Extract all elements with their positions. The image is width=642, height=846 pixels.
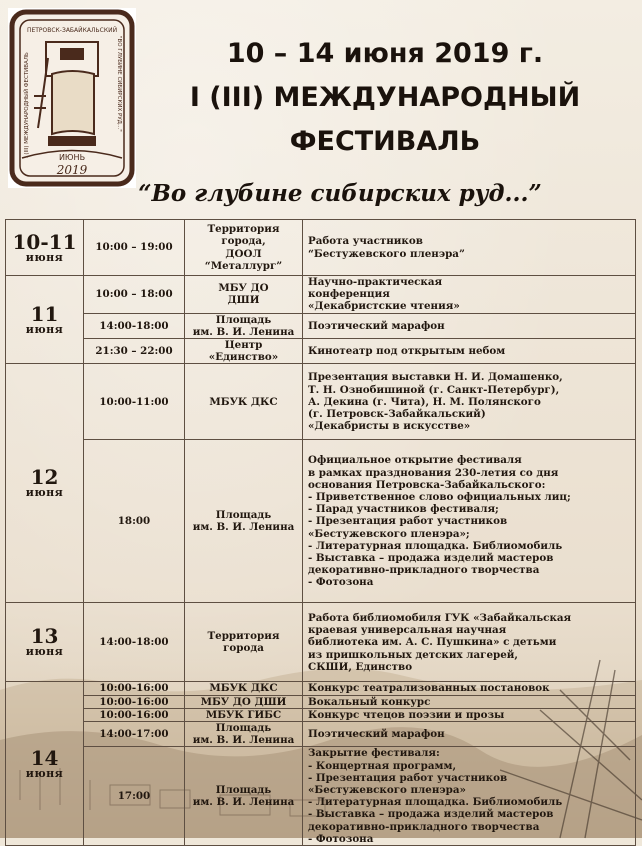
schedule-table xyxy=(5,219,636,846)
table-row xyxy=(6,695,636,708)
place-cell: МБУ ДО ДШИ xyxy=(185,695,303,708)
event-cell: Кинотеатр под открытым небом xyxy=(303,339,636,364)
place-cell: Территория города, ДООЛ “Металлург” xyxy=(185,220,303,276)
event-cell: Официальное открытие фестиваля в рамках празднования 230-летия со дня основания Петровска-Забайкальского: - Приветственное слово официальных лиц; - Парад участников фестиваля; - Презентация работ участников «Бестужевского пленэра»; - Литературная площадка. Библиомобиль - Выставка – продажа изделий мастеров декоративно-прикладного творчества - Фотозона xyxy=(303,440,636,603)
time-cell: 14:00-17:00 xyxy=(84,722,185,747)
time-cell: 10:00-16:00 xyxy=(84,695,185,708)
place-cell: Площадь им. В. И. Ленина xyxy=(185,722,303,747)
event-cell: Работа участников “Бестужевского пленэра” xyxy=(303,220,636,276)
table-row xyxy=(6,364,636,440)
event-cell: Закрытие фестиваля: - Концертная программ, - Презентация работ участников «Бестужевского пленэра» - Литературная площадка. Библиомобиль - Выставка – продажа изделий мастеров декоративно-прикладного творчества - Фотозона xyxy=(303,747,636,846)
day-cell: 10-11 июня xyxy=(6,220,84,276)
svg-text:ИЮНЬ: ИЮНЬ xyxy=(58,153,86,162)
event-cell: Научно-практическая конференция «Декабристские чтения» xyxy=(303,276,636,314)
event-cell: Вокальный конкурс xyxy=(303,695,636,708)
day-cell: 11 июня xyxy=(6,276,84,364)
svg-text:2019: 2019 xyxy=(56,163,88,177)
festival-subtitle: ФЕСТИВАЛЬ xyxy=(289,126,481,157)
place-cell: МБУК ДКС xyxy=(185,364,303,440)
event-cell: Поэтический марафон xyxy=(303,313,636,338)
day-cell: 12 июня xyxy=(6,364,84,603)
time-cell: 14:00-18:00 xyxy=(84,603,185,682)
place-cell: МБУ ДО ДШИ xyxy=(185,276,303,314)
time-cell: 10:00-16:00 xyxy=(84,708,185,721)
table-row xyxy=(6,440,636,603)
place-cell: Площадь им. В. И. Ленина xyxy=(185,440,303,603)
place-cell: Площадь им. В. И. Ленина xyxy=(185,313,303,338)
day-cell: 13 июня xyxy=(6,603,84,682)
event-cell: Конкурс театрализованных постановок xyxy=(303,682,636,695)
event-cell: Работа библиомобиля ГУК «Забайкальская краевая универсальная научная библиотека им. А. С. Пушкина» с детьми из пришкольных детских лагерей, СКШИ, Единство xyxy=(303,603,636,682)
event-cell: Поэтический марафон xyxy=(303,722,636,747)
time-cell: 21:30 – 22:00 xyxy=(84,339,185,364)
svg-text:I (III) МЕЖДУНАРОДНЫЙ ФЕСТИВАЛ: I (III) МЕЖДУНАРОДНЫЙ ФЕСТИВАЛЬ xyxy=(24,52,30,158)
festival-title: I (III) МЕЖДУНАРОДНЫЙ xyxy=(189,82,581,113)
svg-text:ПЕТРОВСК-ЗАБАЙКАЛЬСКИЙ: ПЕТРОВСК-ЗАБАЙКАЛЬСКИЙ xyxy=(26,27,118,34)
table-row xyxy=(6,603,636,682)
table-row xyxy=(6,722,636,747)
place-cell: Площадь им. В. И. Ленина xyxy=(185,747,303,846)
day-cell: 14 июня xyxy=(6,682,84,846)
svg-text:"ВО ГЛУБИНЕ СИБИРСКИХ РУД...": "ВО ГЛУБИНЕ СИБИРСКИХ РУД..." xyxy=(116,36,122,132)
time-cell: 10:00-11:00 xyxy=(84,364,185,440)
table-row xyxy=(6,339,636,364)
place-cell: Центр «Единство» xyxy=(185,339,303,364)
festival-motto: “Во глубине сибирских руд...” xyxy=(138,180,542,207)
time-cell: 14:00-18:00 xyxy=(84,313,185,338)
event-cell: Презентация выставки Н. И. Домашенко, Т. Н. Ознобишиной (г. Санкт-Петербург), А. Декина (г. Чита), Н. М. Полянского (г. Петровск-Забайкальский) «Декабристы в искусстве» xyxy=(303,364,636,440)
table-row xyxy=(6,747,636,846)
festival-dates: 10 – 14 июня 2019 г. xyxy=(226,38,544,69)
time-cell: 10:00 – 19:00 xyxy=(84,220,185,276)
time-cell: 10:00 – 18:00 xyxy=(84,276,185,314)
time-cell: 10:00-16:00 xyxy=(84,682,185,695)
place-cell: Территория города xyxy=(185,603,303,682)
table-row xyxy=(6,313,636,338)
place-cell: МБУК ГИБС xyxy=(185,708,303,721)
table-row xyxy=(6,220,636,276)
time-cell: 17:00 xyxy=(84,747,185,846)
table-row xyxy=(6,276,636,314)
festival-logo xyxy=(8,8,136,188)
event-cell: Конкурс чтецов поэзии и прозы xyxy=(303,708,636,721)
place-cell: МБУК ДКС xyxy=(185,682,303,695)
table-row xyxy=(6,708,636,721)
time-cell: 18:00 xyxy=(84,440,185,603)
table-row xyxy=(6,682,636,695)
